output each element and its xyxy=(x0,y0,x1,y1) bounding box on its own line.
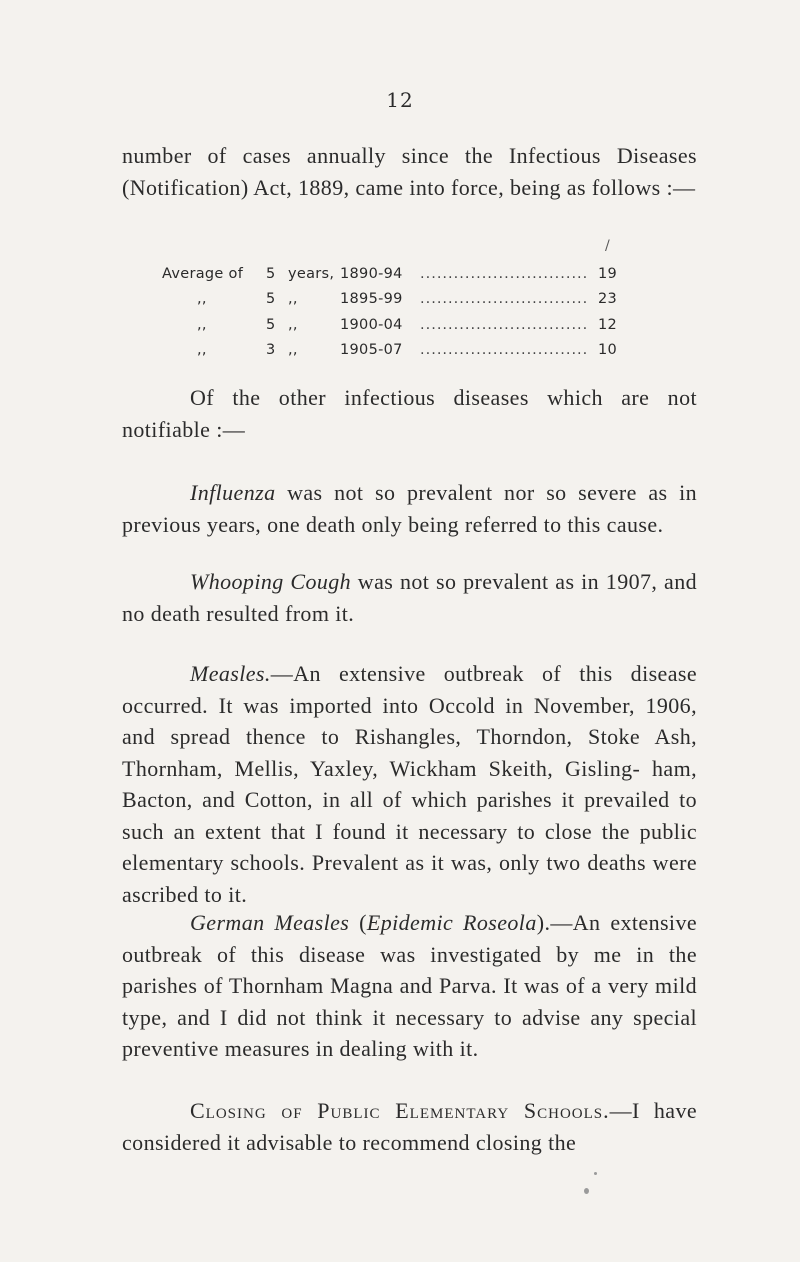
closing-schools-text: —I have considered it advisable to recommend closing the xyxy=(122,1098,698,1155)
tick-mark: / xyxy=(605,238,610,254)
influenza-heading: Influenza xyxy=(190,480,276,505)
stat-count: 19 xyxy=(597,265,617,282)
measles-paragraph xyxy=(122,658,697,910)
stat-unit: years, xyxy=(288,265,335,282)
stat-period: 1895-99 xyxy=(340,291,403,308)
stat-row xyxy=(162,312,617,338)
whooping-cough-text: was not so prevalent as in 1907, and no death resulted from it. xyxy=(122,569,697,626)
dot-leader xyxy=(420,317,589,333)
open-paren: ( xyxy=(349,910,367,935)
measles-text: —An extensive outbreak of this disease occurred. It was imported into Occold in November, 1906, and spread thence to Rishangles, Thorndon, Stoke Ash, Thornham, Mellis, Yaxley, Wickham Skeith, Gisling- ham, Bacton, and Cotton, in all of which parishes it prevailed to such an extent that I found it necessary to close the public elementary schools. Prevalent as it was, only two deaths were ascribed to it. xyxy=(122,661,697,907)
influenza-paragraph xyxy=(122,477,697,540)
dot-leader xyxy=(420,291,589,307)
stat-period: 1890-94 xyxy=(340,265,403,282)
stat-row xyxy=(162,287,617,313)
whooping-cough-paragraph xyxy=(122,566,697,629)
closing-schools-paragraph xyxy=(122,1095,697,1158)
dot-leader xyxy=(420,266,589,282)
page-number: 12 xyxy=(386,88,414,112)
intro-paragraph: number of cases annually since the Infectious Diseases (Notification) Act, 1889, came into force, being as follows :— xyxy=(122,143,697,200)
dot-leader xyxy=(420,342,589,358)
stat-years: 5 xyxy=(266,316,276,333)
stat-unit: ,, xyxy=(288,291,298,308)
stat-years: 5 xyxy=(266,265,276,282)
whooping-cough-heading: Whooping Cough xyxy=(190,569,352,594)
stat-count: 23 xyxy=(597,291,617,308)
closing-schools-heading: Closing of Public Elementary Schools. xyxy=(190,1098,610,1123)
german-measles-paragraph xyxy=(122,907,697,1065)
stat-row xyxy=(162,338,617,364)
stat-label: Average of xyxy=(162,265,244,282)
german-measles-text: ).—An extensive outbreak of this disease was investigated by me in the parishes of Thornham Magna and Parva. It was of a very mild type, and I did not think it necessary to advise any special preventive measures in dealing with it. xyxy=(122,910,698,1061)
stat-row xyxy=(162,261,617,287)
measles-heading: Measles. xyxy=(190,661,271,686)
stat-count: 12 xyxy=(597,316,617,333)
stat-label: ,, xyxy=(197,316,207,333)
stat-unit: ,, xyxy=(288,342,298,359)
german-measles-heading: German Measles xyxy=(190,910,350,935)
paper-speck xyxy=(584,1188,589,1194)
stat-years: 5 xyxy=(266,291,276,308)
stat-period: 1900-04 xyxy=(340,316,403,333)
case-statistics-table xyxy=(162,261,617,363)
stat-count: 10 xyxy=(597,342,617,359)
stat-label: ,, xyxy=(197,291,207,308)
influenza-text: was not so prevalent nor so severe as in previous years, one death only being referred to this cause. xyxy=(122,480,697,537)
stat-unit: ,, xyxy=(288,316,298,333)
epidemic-roseola-heading: Epidemic Roseola xyxy=(366,910,537,935)
stat-label: ,, xyxy=(197,342,207,359)
stat-period: 1905-07 xyxy=(340,342,403,359)
other-diseases-paragraph: Of the other infectious diseases which are not notifiable :— xyxy=(122,385,697,442)
stat-years: 3 xyxy=(266,342,276,359)
paper-speck xyxy=(594,1172,597,1175)
